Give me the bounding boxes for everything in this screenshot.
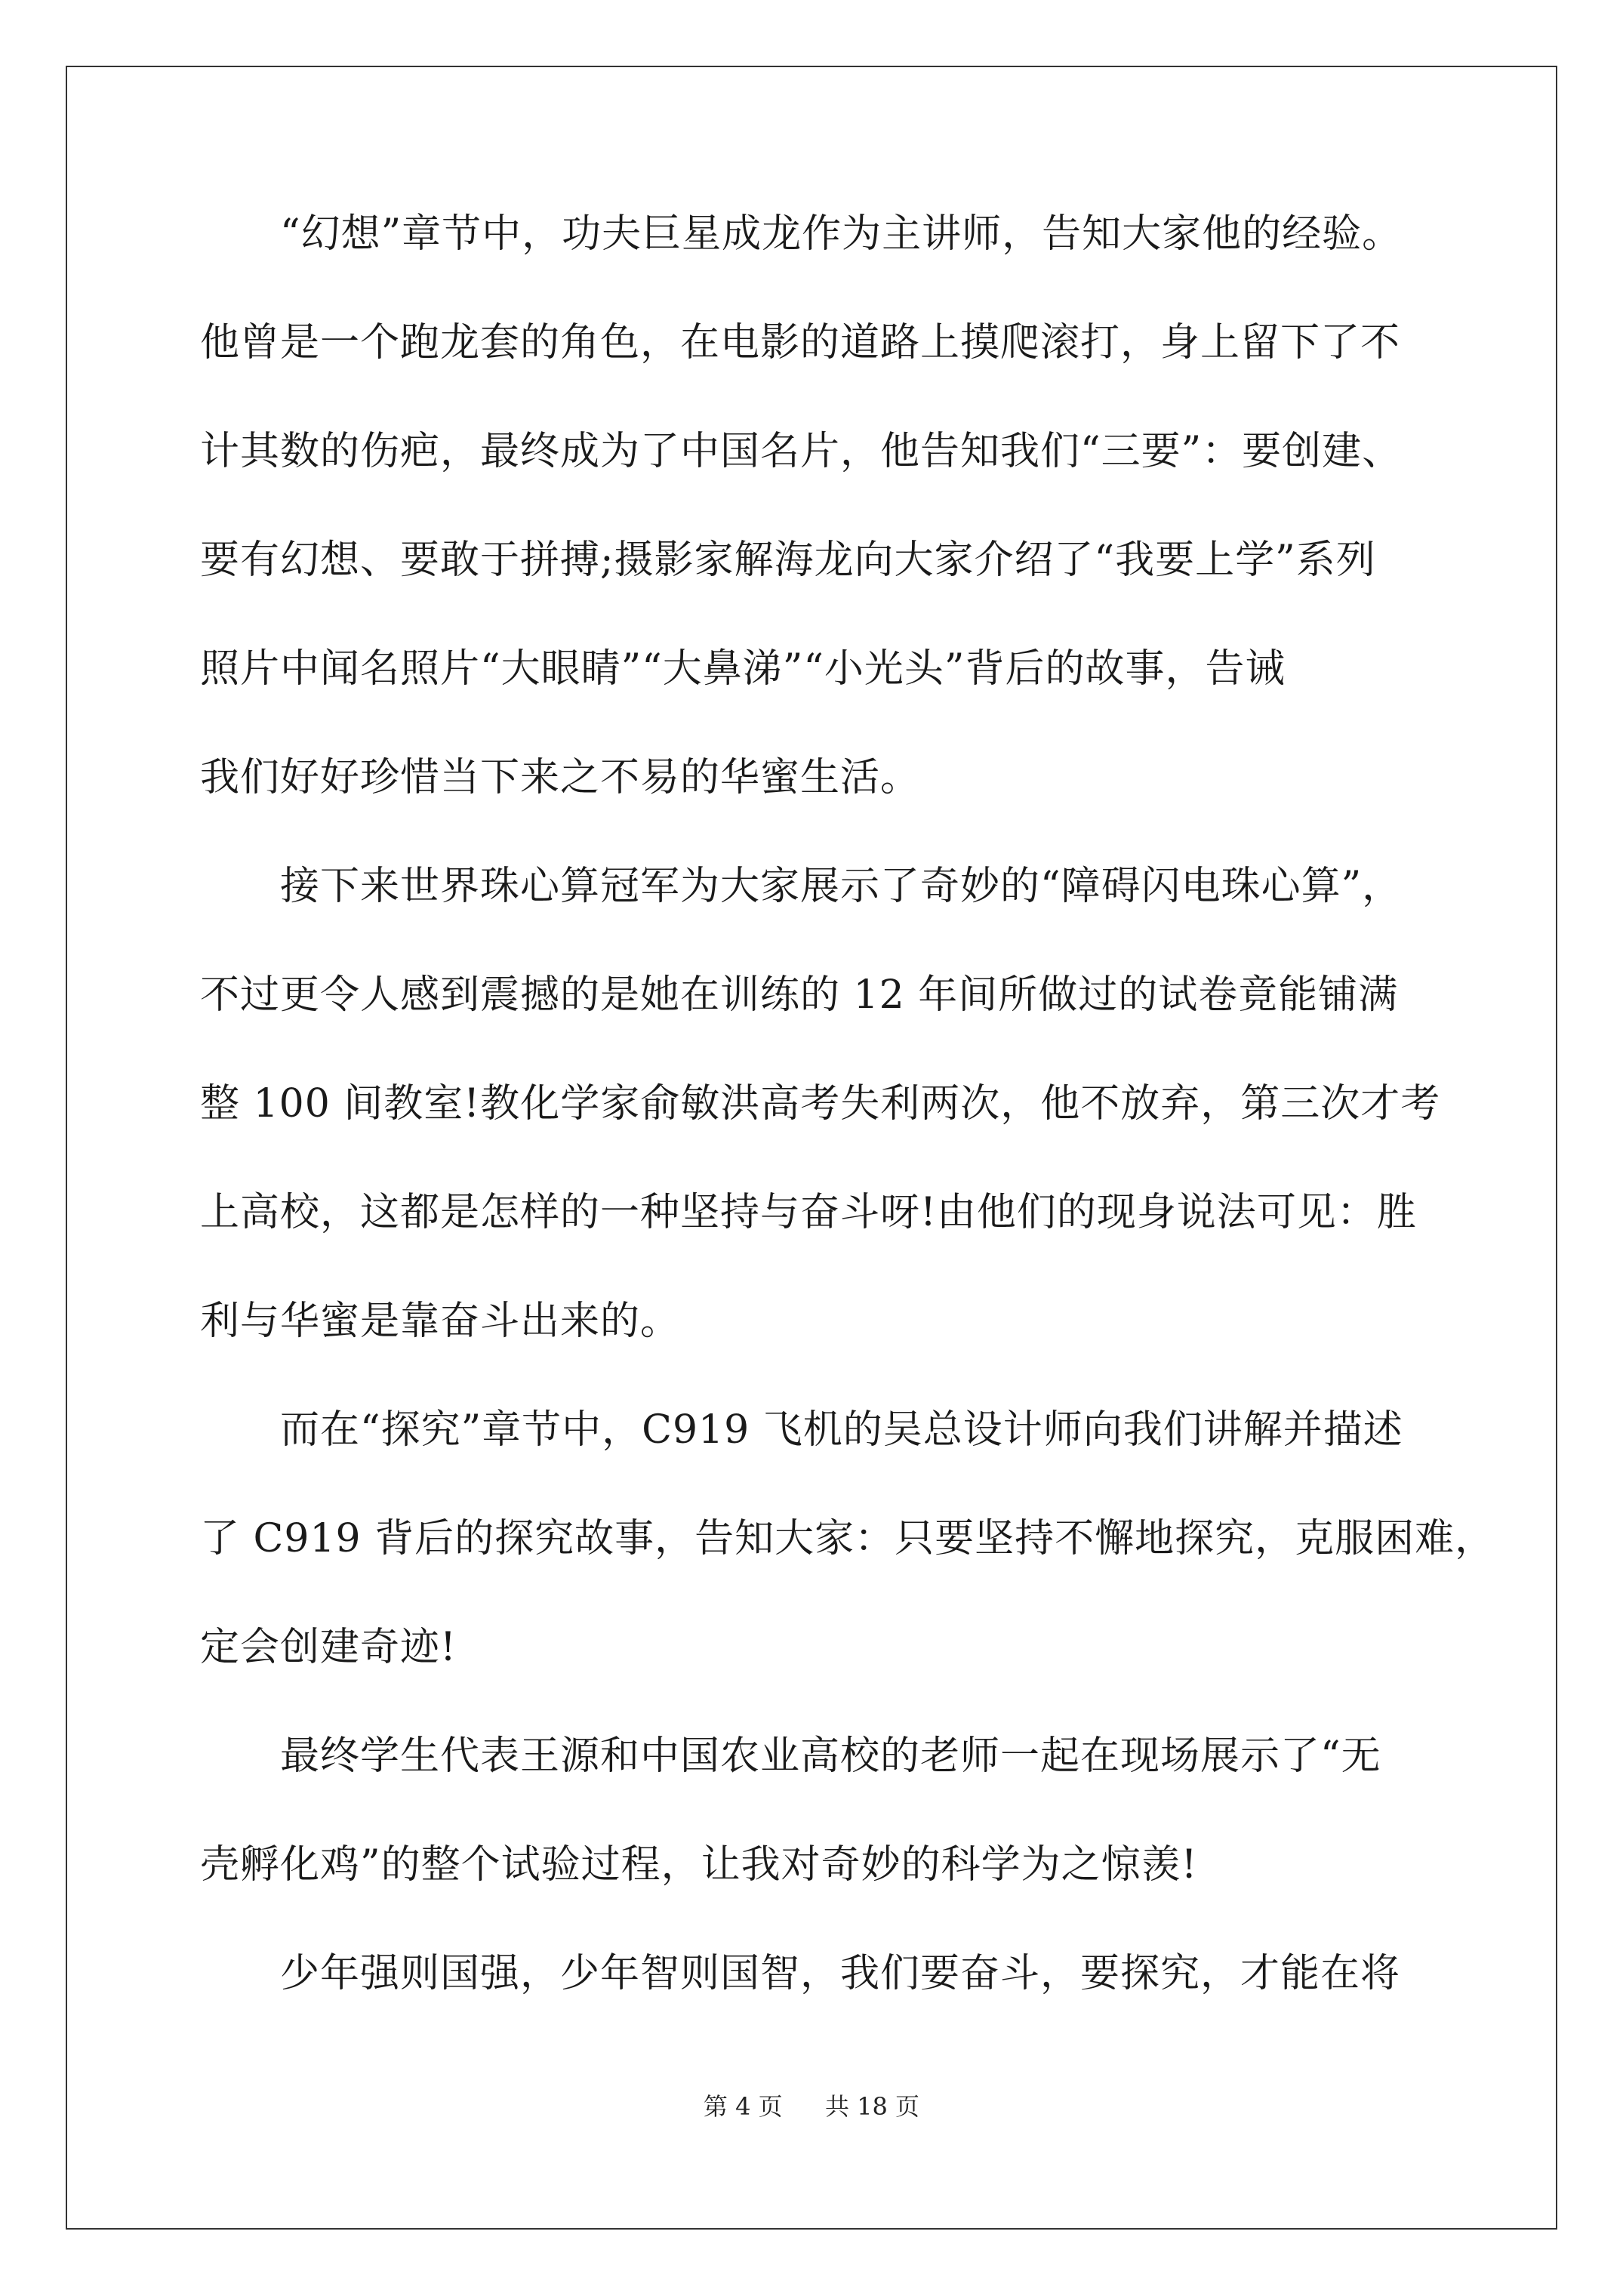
page-number-current: 第 4 页 [703, 2092, 783, 2121]
text-line: 而在“探究”章节中，C919 飞机的吴总设计师向我们讲解并描述 [280, 1407, 1403, 1453]
text-line: 照片中闻名照片“大眼睛”“大鼻涕”“小光头”背后的故事，告诫 [200, 646, 1286, 692]
document-body [200, 180, 1495, 2028]
text-line: “幻想”章节中，功夫巨星成龙作为主讲师，告知大家他的经验。 [280, 211, 1403, 257]
text-line: 计其数的伤疤，最终成为了中国名片，他告知我们“三要”：要创建、 [200, 429, 1403, 474]
text-line: 我们好好珍惜当下来之不易的华蜜生活。 [200, 755, 921, 800]
page-number-total: 共 18 页 [824, 2092, 920, 2121]
text-line: 上高校，这都是怎样的一种坚持与奋斗呀!由他们的现身说法可见：胜 [200, 1190, 1417, 1235]
text-line: 壳孵化鸡”的整个试验过程，让我对奇妙的科学为之惊羡! [200, 1842, 1198, 1888]
text-line: 最终学生代表王源和中国农业高校的老师一起在现场展示了“无 [280, 1734, 1381, 1779]
text-line: 接下来世界珠心算冠军为大家展示了奇妙的“障碍闪电珠心算”， [280, 864, 1403, 909]
page-footer [0, 2091, 1623, 2122]
text-line: 了 C919 背后的探究故事，告知大家：只要坚持不懈地探究，克服困难， [200, 1516, 1495, 1561]
text-line: 整 100 间教室!教化学家俞敏洪高考失利两次，他不放弃，第三次才考 [200, 1081, 1441, 1126]
text-line: 不过更令人感到震撼的是她在训练的 12 年间所做过的试卷竟能铺满 [200, 972, 1399, 1018]
text-line: 少年强则国强，少年智则国智，我们要奋斗，要探究，才能在将 [280, 1951, 1401, 1996]
text-line: 要有幻想、要敢于拼搏;摄影家解海龙向大家介绍了“我要上学”系列 [200, 538, 1376, 583]
text-line: 他曾是一个跑龙套的角色，在电影的道路上摸爬滚打，身上留下了不 [200, 320, 1401, 365]
text-line: 定会创建奇迹! [200, 1625, 457, 1670]
text-line: 利与华蜜是靠奋斗出来的。 [200, 1299, 681, 1344]
